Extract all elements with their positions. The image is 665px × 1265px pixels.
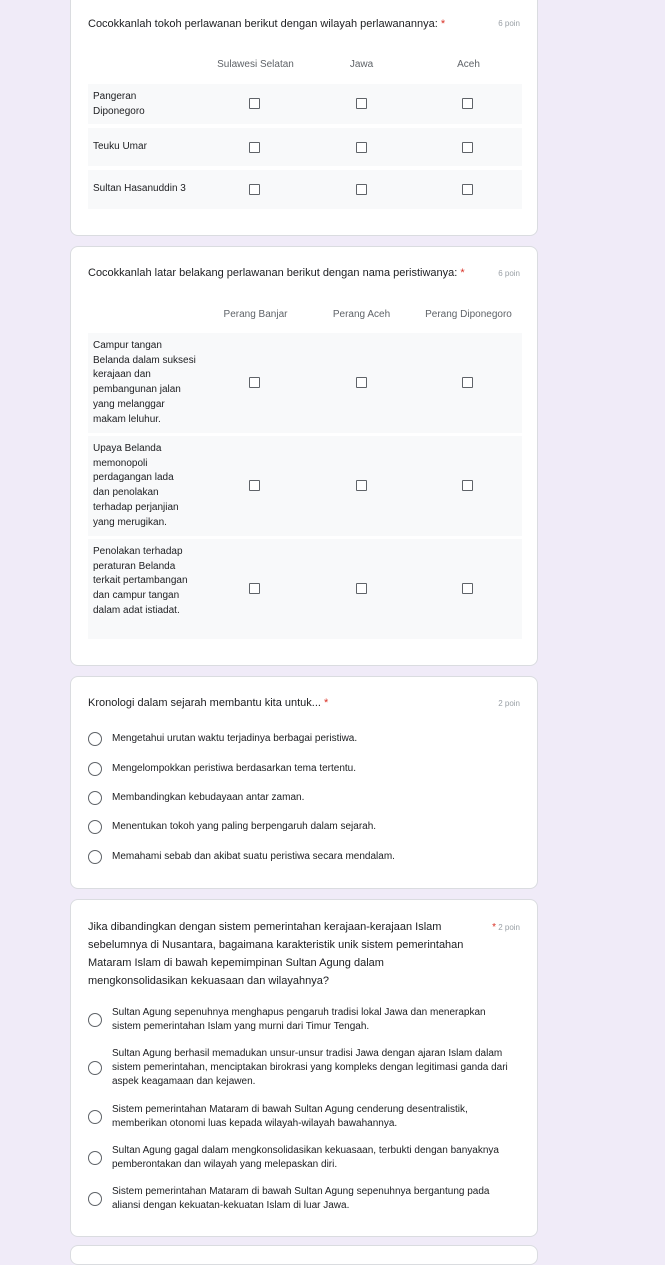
grid-checkbox[interactable]	[249, 98, 260, 109]
row-label: Pangeran Diponegoro	[93, 91, 145, 117]
question-card-2	[70, 246, 538, 666]
checkbox-grid	[88, 303, 522, 639]
column-header: Sulawesi Selatan	[217, 59, 294, 70]
grid-row	[88, 333, 522, 433]
question-title: Jika dibandingkan dengan sistem pemerintahan kerajaan-kerajaan Islam sebelumnya di Nusantara, bagaimana karakteristik unik sistem pemerintahan Mataram Islam di bawah kepemimpinan Sultan Agung dalam mengkonsolidasikan kekuasaan dan wilayahnya?	[88, 921, 464, 987]
option-label: Menentukan tokoh yang paling berpengaruh dalam sejarah.	[112, 821, 377, 832]
grid-row	[88, 539, 522, 639]
row-label: Teuku Umar	[93, 141, 147, 152]
question-title-text: Cocokkanlah latar belakang perlawanan berikut dengan nama peristiwanya:	[88, 267, 458, 279]
option-label: Sistem pemerintahan Mataram di bawah Sultan Agung cenderung desentralistik, memberikan otonomi luas kepada wilayah-wilayah bawahannya.	[112, 1104, 468, 1129]
grid-checkbox[interactable]	[249, 142, 260, 153]
question-points	[492, 922, 520, 933]
question-card-1	[70, 0, 538, 236]
option-label: Memahami sebab dan akibat suatu peristiwa secara mendalam.	[112, 851, 395, 862]
grid-checkbox[interactable]	[249, 480, 260, 491]
question-points: 2 poin	[498, 699, 520, 708]
radio-button[interactable]	[88, 820, 102, 834]
question-points: 6 poin	[498, 19, 520, 28]
column-header: Perang Diponegoro	[425, 309, 512, 320]
required-asterisk: *	[492, 922, 496, 933]
grid-checkbox[interactable]	[462, 184, 473, 195]
radio-button[interactable]	[88, 762, 102, 776]
checkbox-grid	[88, 51, 522, 211]
grid-checkbox[interactable]	[356, 98, 367, 109]
grid-checkbox[interactable]	[356, 377, 367, 388]
column-header: Aceh	[457, 59, 480, 70]
row-label: Campur tangan Belanda dalam suksesi kerajaan dan pembangunan jalan yang melanggar makam leluhur.	[93, 340, 196, 425]
points-text: 2 poin	[498, 923, 520, 932]
question-title	[88, 264, 493, 282]
column-header: Jawa	[349, 59, 374, 70]
grid-checkbox[interactable]	[356, 184, 367, 195]
row-label: Penolakan terhadap peraturan Belanda terkait pertambangan dan campur tangan dalam adat istiadat.	[93, 546, 188, 616]
grid-checkbox[interactable]	[356, 583, 367, 594]
required-asterisk: *	[460, 267, 465, 279]
question-title	[88, 15, 478, 33]
radio-button[interactable]	[88, 791, 102, 805]
grid-checkbox[interactable]	[249, 583, 260, 594]
grid-row	[88, 84, 522, 124]
option-label: Mengelompokkan peristiwa berdasarkan tema tertentu.	[112, 763, 357, 774]
grid-checkbox[interactable]	[462, 480, 473, 491]
option-label: Sultan Agung berhasil memadukan unsur-unsur tradisi Jawa dengan ajaran Islam dalam sistem pemerintahan, menciptakan birokrasi yang kompleks dengan legitimasi ganda dari aspek keagamaan dan kejawen.	[112, 1048, 508, 1087]
radio-button[interactable]	[88, 1110, 102, 1124]
grid-row	[88, 170, 522, 209]
question-card-4	[70, 899, 538, 1237]
required-asterisk: *	[324, 697, 329, 709]
grid-checkbox[interactable]	[462, 377, 473, 388]
grid-checkbox[interactable]	[462, 142, 473, 153]
radio-button[interactable]	[88, 1192, 102, 1206]
column-header: Perang Aceh	[332, 309, 391, 320]
column-header: Perang Banjar	[223, 309, 288, 320]
question-points: 6 poin	[498, 269, 520, 278]
radio-button[interactable]	[88, 1151, 102, 1165]
grid-checkbox[interactable]	[249, 377, 260, 388]
option-label: Sultan Agung sepenuhnya menghapus pengaruh tradisi lokal Jawa dan menerapkan sistem pemerintahan Islam yang murni dari Timur Tengah.	[112, 1007, 486, 1032]
row-label: Upaya Belanda memonopoli perdagangan lada dan penolakan terhadap perjanjian yang merugikan.	[93, 443, 179, 528]
radio-button[interactable]	[88, 732, 102, 746]
grid-row	[88, 436, 522, 536]
question-title-text: Kronologi dalam sejarah membantu kita untuk...	[88, 697, 321, 709]
option-label: Sultan Agung gagal dalam mengkonsolidasikan kekuasaan, terbukti dengan banyaknya pemberontakan dan wilayah yang melepaskan diri.	[112, 1145, 499, 1170]
option-label: Membandingkan kebudayaan antar zaman.	[112, 792, 305, 803]
option-label: Mengetahui urutan waktu terjadinya berbagai peristiwa.	[112, 733, 358, 744]
grid-checkbox[interactable]	[356, 480, 367, 491]
grid-row	[88, 128, 522, 166]
radio-button[interactable]	[88, 1061, 102, 1075]
question-title	[88, 694, 468, 712]
radio-button[interactable]	[88, 850, 102, 864]
required-asterisk: *	[440, 18, 446, 30]
option-label: Sistem pemerintahan Mataram di bawah Sultan Agung sepenuhnya bergantung pada aliansi dengan kekuatan-kekuatan Islam di luar Jawa.	[112, 1186, 490, 1211]
grid-checkbox[interactable]	[462, 98, 473, 109]
question-card-3	[70, 676, 538, 889]
row-label: Sultan Hasanuddin 3	[93, 183, 186, 194]
question-card-5	[70, 1245, 538, 1265]
radio-button[interactable]	[88, 1013, 102, 1027]
grid-checkbox[interactable]	[356, 142, 367, 153]
grid-checkbox[interactable]	[462, 583, 473, 594]
question-title-text: Cocokkanlah tokoh perlawanan berikut dengan wilayah perlawanannya:	[88, 18, 438, 30]
grid-checkbox[interactable]	[249, 184, 260, 195]
